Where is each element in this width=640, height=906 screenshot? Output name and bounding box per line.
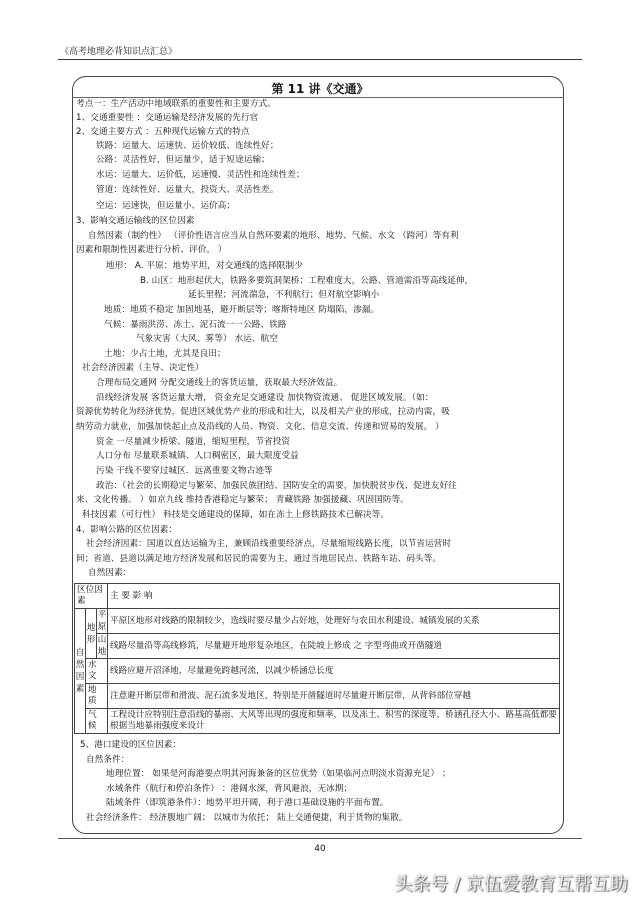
table-header-factor: 区位因素 [75, 584, 108, 609]
plain-text: 平原区地形对线路的限制较少，选线时要尽量少占好地，处理好与农田水利建设、城镇发展的关系 [108, 609, 560, 634]
text-line: 气候：暴雨洪涝、冻土、泥石流一一公路、铁路 [104, 320, 287, 330]
text-line: 管道：连续性好、运量大，投资大、灵活性差。 [96, 185, 279, 195]
mountain-text: 线路尽量沿等高线修筑，尽量避开地形复杂地区，在陡坡上修成 之 字型弯曲或开凿隧道 [108, 634, 560, 659]
text-line: 地理位置： 如果是河海港要点明其河海兼备的区位优势（如果临河点明淡水资源充足） ； [106, 769, 451, 779]
text-line: 自然因素（制约性） （评价性语言应当从自然环要素的地形、地势、气候、水文 （跨河）等有利 [88, 231, 459, 241]
text-line: 间；省道、县道以满足地方经济发展和居民的需要为主，通过当地居民点、铁路车站、码头等。 [76, 554, 442, 564]
climate-text: 工程设计应特别注意沿线的暴雨、大风等出现的强度和频率，以及冻土、积雪的深度等，桥涵孔径大小、路基高低都要根据当地暴雨强度来设计 [108, 709, 560, 734]
page-title: 第 11 讲《交通》 [271, 82, 369, 96]
text-line: 自然因素： [88, 568, 132, 578]
table-row [75, 684, 560, 709]
table-row [75, 709, 560, 734]
hydro-text: 线路应避开沼泽地，尽量避免跨越河流，以减少桥涵总长度 [108, 659, 560, 684]
text-line: 来、文化传播。 ）如京九线 维持香港稳定与繁荣； 青藏铁路 加强援藏、巩固国防等。 [76, 495, 409, 505]
text-line: 人口分布 尽量联系城镇、人口稠密区，最大限度受益 [96, 451, 299, 461]
text-line: 水域条件（航行和停泊条件） ：港阔水深，背风避浪，无冰期； [106, 784, 353, 794]
table-row [75, 659, 560, 684]
text-line: 合理布局交通网 分配交通线上的客货运量，获取最大经济效益。 [96, 378, 343, 388]
text-line: 陆域条件（即筑港条件）：地势平坦开阔，利于港口基础设施的平面布置。 [106, 798, 389, 808]
text-line: 科技因素（可行性） 科技是交通建设的保障，如在冻土上修铁路技术已解决等。 [82, 510, 390, 520]
text-line: 资金 一尽量减少桥梁、隧道，缩短里程，节省投资 [96, 437, 291, 447]
plain-label: 平原 [97, 610, 107, 632]
text-line: 5、港口建设的区位因素： [80, 740, 182, 750]
text-line: 污染 干线不要穿过城区．远离重要文物古迹等 [96, 466, 273, 476]
climate-label: 气候 [86, 709, 108, 734]
text-line: 2、交通主要方式 ：五种现代运输方式的特点 [76, 127, 250, 137]
text-line: 铁路：运量大、运速快、运价较低、连续性好； [96, 141, 279, 151]
text-line: 社会经济条件： 经济腹地广阔； 以城市为依托； 陆上交通便捷，利于货物的集散。 [86, 813, 408, 823]
text-line: 公路：灵活性好，但运量少，适于短途运输； [96, 155, 270, 165]
text-line: 社会经济因素：国道以直达运输为主，兼顾沿线重要经济点，尽量缩短线路长度，以节省运营时 [86, 539, 452, 549]
text-line: 土地：少占土地，尤其是良田； [104, 349, 226, 359]
text-line: 1、交通重要性 ：交通运输是经济发展的先行官 [76, 113, 259, 123]
mountain-label: 山地 [97, 635, 107, 657]
text-line: 资源优势转化为经济优势，促进区域优势产业的形成和壮大，以及相关产业的形成，拉动内需，吸 [76, 407, 450, 417]
watermark: 头条号 / 京伍爱教育互帮互助 [394, 874, 628, 895]
table-header-impact: 主 要 影 响 [108, 584, 560, 609]
text-line: 延长里程；河流湍急，不利航行；但对航空影响小 [188, 290, 380, 300]
document-header: 《高考地理必背知识点汇总》 [60, 47, 178, 57]
table-row [75, 634, 560, 659]
text-line: 社会经济因素（主导、决定性） [82, 363, 204, 373]
text-line: 纳劳动力就业，加强加快起止点及沿线的人员、物资、文化、信息交流、传递和贸易的发展。 ） [76, 422, 444, 432]
geology-text: 注意避开断层带和滑波、泥石流多发地区，特别是开凿隧道时尽量避开断层带，从背斜部位穿越 [108, 684, 560, 709]
text-line: 考点一：生产活动中地域联系的重要性和主要方式。 [76, 99, 276, 109]
text-line: 政治：（社会的长期稳定与繁荣、加强民族团结、国防安全的需要，加快脱贫步伐、促进友好往 [96, 481, 457, 491]
natural-factors-table [74, 583, 560, 734]
text-line: 气象灾害（大风、雾等） 水运、航空 [136, 334, 278, 344]
footer-divider [58, 838, 582, 839]
table-row [75, 584, 560, 609]
text-line: 3、影响交通运输线的区位因素 [76, 216, 195, 226]
geology-label: 地质 [86, 684, 108, 709]
title-divider [72, 97, 564, 98]
natural-factor-group-label: 自然因素 [75, 609, 86, 734]
text-line: 空运：运速快，但运量小、运价高； [96, 201, 236, 211]
text-line: 地形： A. 平原：地势平坦，对交通线的选择限制少 [106, 261, 303, 271]
header-divider [58, 59, 582, 60]
text-line: 4、影响公路的区位因素： [76, 525, 178, 535]
table-row [75, 609, 560, 634]
terrain-label: 地形 [86, 609, 97, 659]
hydro-label: 水文 [86, 659, 108, 684]
text-line: B. 山区：地形起伏大，铁路多要筑洞架桥；工程难度大，公路、管道需沿等高线延伸， [140, 276, 474, 286]
text-line: 地质：地质不稳定 加固地基，避开断层等；喀斯特地区 防塌陷，渗漏。 [104, 305, 380, 315]
text-line: 水运：运量大、运价低，运速慢、灵活性和连续性差； [96, 170, 305, 180]
page-number: 40 [314, 844, 326, 854]
text-line: 自然条件： [86, 755, 130, 765]
text-line: 沿线经济发展 客货运量大增， 资金充足交通建设 加快物资流通、 促进区域发展。（如： [96, 393, 434, 403]
text-line: 因素和限制性因素进行分析、评价。 ） [76, 245, 227, 255]
